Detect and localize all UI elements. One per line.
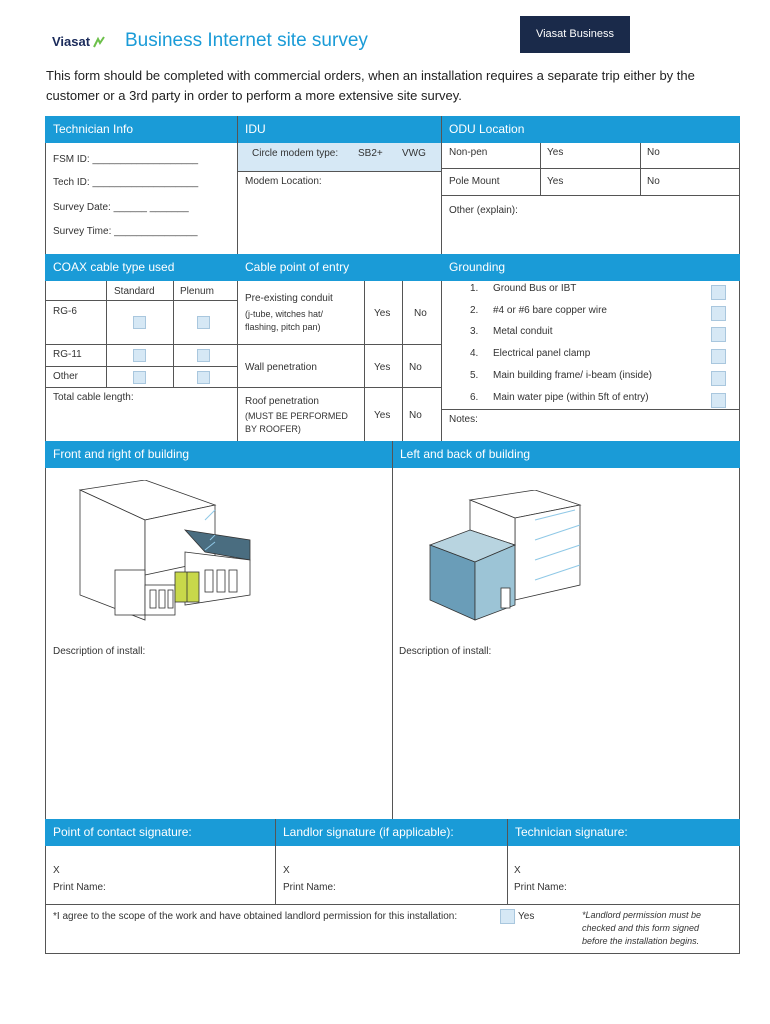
landlord-print-name[interactable]: Print Name:	[283, 882, 336, 893]
odu-other-label: Other (explain):	[449, 205, 518, 216]
entry-wall-yes[interactable]: Yes	[374, 362, 391, 373]
landlord-signature-header: Landlor signature (if applicable):	[275, 819, 507, 846]
landlord-sign-x[interactable]: X	[283, 865, 290, 876]
contact-signature-header: Point of contact signature:	[45, 819, 275, 846]
intro-text: This form should be completed with commercial orders, when an installation requires a separate trip either by the customer or a 3rd party in order to perform a more extensive site survey.	[46, 68, 695, 103]
entry-wall-label: Wall penetration	[245, 362, 317, 373]
grounding-item: #4 or #6 bare copper wire	[493, 305, 607, 316]
rg6-plenum-checkbox[interactable]	[197, 316, 210, 329]
back-building-header: Left and back of building	[392, 441, 740, 468]
landlord-permission-note: *Landlord permission must be checked and this form signed before the installation begins.	[582, 910, 702, 946]
total-cable-length-label: Total cable length:	[53, 392, 134, 403]
fsm-id-field[interactable]: FSM ID: ___________________	[53, 154, 199, 165]
odu-nonpen-no[interactable]: No	[647, 147, 660, 158]
modem-location-label: Modem Location:	[245, 176, 322, 187]
entry-conduit-no[interactable]: No	[414, 308, 427, 319]
odu-pole-yes[interactable]: Yes	[547, 176, 564, 187]
tech-id-field[interactable]: Tech ID: ___________________	[53, 177, 199, 188]
technician-header: Technician Info	[45, 116, 237, 143]
odu-pole-no[interactable]: No	[647, 176, 660, 187]
entry-roof-sub: (MUST BE PERFORMED BY ROOFER)	[245, 411, 348, 434]
technician-print-name[interactable]: Print Name:	[514, 882, 567, 893]
coax-row-other: Other	[53, 371, 79, 382]
grounding-header: Grounding	[441, 254, 740, 281]
agreement-text: *I agree to the scope of the work and have obtained landlord permission for this installation:	[53, 911, 458, 922]
logo-text: Viasat	[52, 34, 91, 49]
entry-conduit-yes[interactable]: Yes	[374, 308, 391, 319]
entry-header: Cable point of entry	[237, 254, 441, 281]
grounding-num: 6.	[470, 392, 479, 403]
brand-badge: Viasat Business	[520, 16, 630, 53]
grounding-num: 3.	[470, 326, 479, 337]
circle-modem-label: Circle modem type:	[252, 148, 339, 159]
survey-time-field[interactable]: Survey Time: _______________	[53, 226, 198, 237]
grounding-num: 2.	[470, 305, 479, 316]
coax-header: COAX cable type used	[45, 254, 237, 281]
grounding-checkbox-1[interactable]	[711, 285, 726, 300]
back-building-illustration	[425, 490, 595, 630]
front-building-header: Front and right of building	[45, 441, 392, 468]
grounding-item: Main building frame/ i-beam (inside)	[493, 370, 652, 381]
odu-nonpen-yes[interactable]: Yes	[547, 147, 564, 158]
grounding-num: 1.	[470, 283, 479, 294]
odu-header: ODU Location	[441, 116, 740, 143]
logo-mark-icon	[92, 35, 106, 49]
grounding-notes-label: Notes:	[449, 414, 478, 425]
coax-col-standard: Standard	[114, 286, 155, 297]
grounding-item: Electrical panel clamp	[493, 348, 591, 359]
grounding-num: 5.	[470, 370, 479, 381]
modem-option-vwg[interactable]: VWG	[402, 148, 426, 159]
page-title: Business Internet site survey	[125, 30, 368, 51]
technician-signature-header: Technician signature:	[507, 819, 740, 846]
other-standard-checkbox[interactable]	[133, 371, 146, 384]
other-plenum-checkbox[interactable]	[197, 371, 210, 384]
idu-header: IDU	[237, 116, 441, 143]
odu-nonpen-label: Non-pen	[449, 147, 488, 158]
grounding-checkbox-4[interactable]	[711, 349, 726, 364]
grounding-item: Metal conduit	[493, 326, 553, 337]
technician-sign-x[interactable]: X	[514, 865, 521, 876]
grounding-checkbox-5[interactable]	[711, 371, 726, 386]
grounding-item: Ground Bus or IBT	[493, 283, 577, 294]
contact-print-name[interactable]: Print Name:	[53, 882, 106, 893]
entry-conduit-label: Pre-existing conduit	[245, 293, 333, 304]
rg6-standard-checkbox[interactable]	[133, 316, 146, 329]
coax-col-plenum: Plenum	[180, 286, 214, 297]
grounding-num: 4.	[470, 348, 479, 359]
entry-roof-no[interactable]: No	[409, 410, 422, 421]
entry-conduit-sub: (j-tube, witches hat/ flashing, pitch pan)	[245, 309, 324, 332]
grounding-checkbox-2[interactable]	[711, 306, 726, 321]
agreement-yes-label: Yes	[518, 911, 535, 922]
coax-row-rg11: RG-11	[53, 349, 82, 360]
back-description-label: Description of install:	[399, 646, 492, 657]
grounding-checkbox-3[interactable]	[711, 327, 726, 342]
entry-wall-no[interactable]: No	[409, 362, 422, 373]
grounding-checkbox-6[interactable]	[711, 393, 726, 408]
entry-roof-label: Roof penetration	[245, 396, 319, 407]
contact-sign-x[interactable]: X	[53, 865, 60, 876]
grounding-item: Main water pipe (within 5ft of entry)	[493, 392, 649, 403]
rg11-plenum-checkbox[interactable]	[197, 349, 210, 362]
entry-roof-yes[interactable]: Yes	[374, 410, 391, 421]
modem-option-sb2[interactable]: SB2+	[358, 148, 383, 159]
logo	[52, 34, 106, 49]
front-building-illustration	[75, 480, 255, 630]
agreement-yes-checkbox[interactable]	[500, 909, 515, 924]
front-description-label: Description of install:	[53, 646, 146, 657]
survey-date-field[interactable]: Survey Date: ______ _______	[53, 202, 189, 213]
coax-row-rg6: RG-6	[53, 306, 77, 317]
rg11-standard-checkbox[interactable]	[133, 349, 146, 362]
odu-pole-label: Pole Mount	[449, 176, 500, 187]
